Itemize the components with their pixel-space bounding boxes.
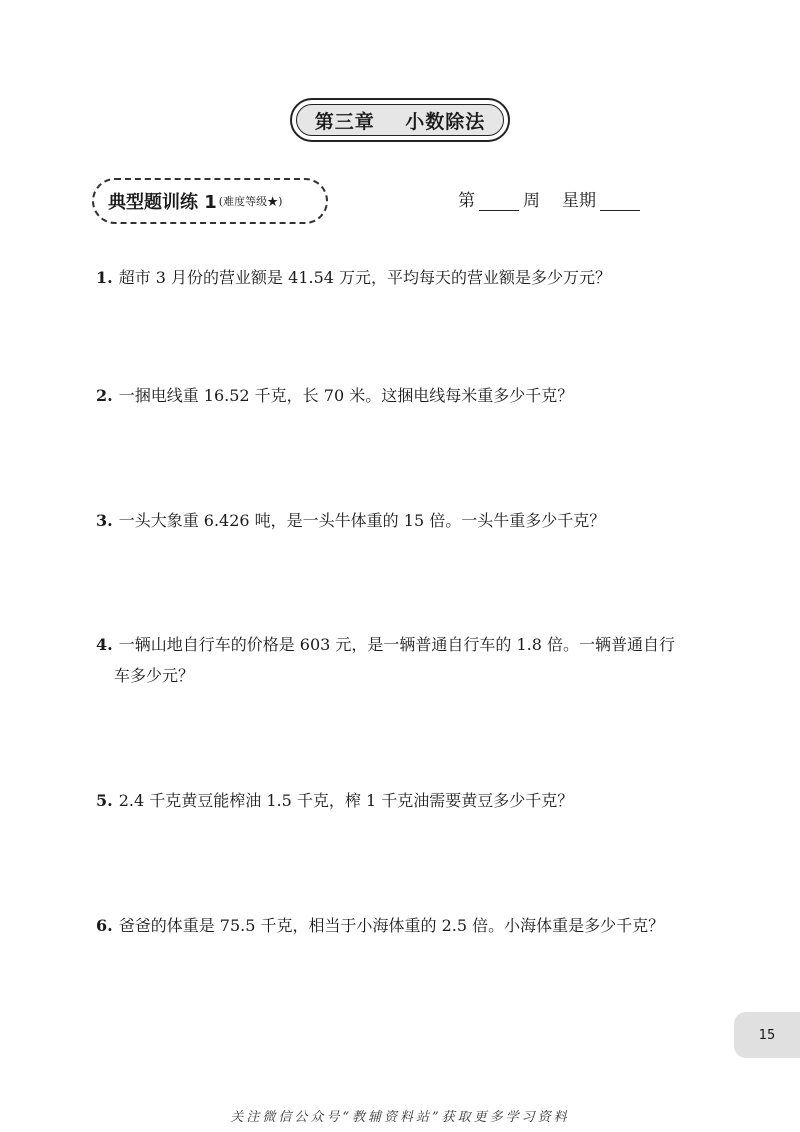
question-1 <box>96 262 716 293</box>
question-number: 2. <box>96 386 113 405</box>
practice-title: 典型题训练 1 <box>108 192 217 213</box>
weekday-label: 星期 <box>562 191 596 211</box>
question-number: 4. <box>96 635 113 654</box>
chapter-title: 第三章 小数除法 <box>296 104 504 136</box>
footer-watermark: 关注微信公众号“教辅资料站”获取更多学习资料 <box>230 1110 570 1125</box>
week-date-line <box>458 186 644 211</box>
question-text-continued: 车多少元？ <box>114 666 195 685</box>
practice-section-label <box>92 178 328 224</box>
question-3 <box>96 505 716 536</box>
question-text: 超市 3 月份的营业额是 41.54 万元，平均每天的营业额是多少万元？ <box>118 268 612 287</box>
week-number-blank[interactable] <box>479 188 519 211</box>
question-text: 一头大象重 6.426 吨，是一头牛体重的 15 倍。一头牛重多少千克？ <box>118 511 606 530</box>
question-number: 1. <box>96 268 113 287</box>
question-4 <box>96 629 716 691</box>
question-2 <box>96 380 716 411</box>
chapter-title-frame <box>290 98 510 142</box>
question-number: 3. <box>96 511 113 530</box>
weekday-blank[interactable] <box>600 188 640 211</box>
question-text: 一辆山地自行车的价格是 603 元，是一辆普通自行车的 1.8 倍。一辆普通自行 <box>118 635 676 654</box>
question-number: 5. <box>96 791 113 810</box>
question-text: 2.4 千克黄豆能榨油 1.5 千克，榨 1 千克油需要黄豆多少千克？ <box>118 791 574 810</box>
question-6 <box>96 910 716 941</box>
practice-difficulty: (难度等级★) <box>218 195 283 208</box>
page-number: 15 <box>734 1012 800 1058</box>
question-5 <box>96 785 716 816</box>
question-text: 爸爸的体重是 75.5 千克，相当于小海体重的 2.5 倍。小海体重是多少千克？ <box>118 916 665 935</box>
question-text: 一捆电线重 16.52 千克，长 70 米。这捆电线每米重多少千克？ <box>118 386 574 405</box>
question-number: 6. <box>96 916 113 935</box>
week-prefix: 第 <box>458 191 475 211</box>
week-label: 周 <box>523 191 540 211</box>
